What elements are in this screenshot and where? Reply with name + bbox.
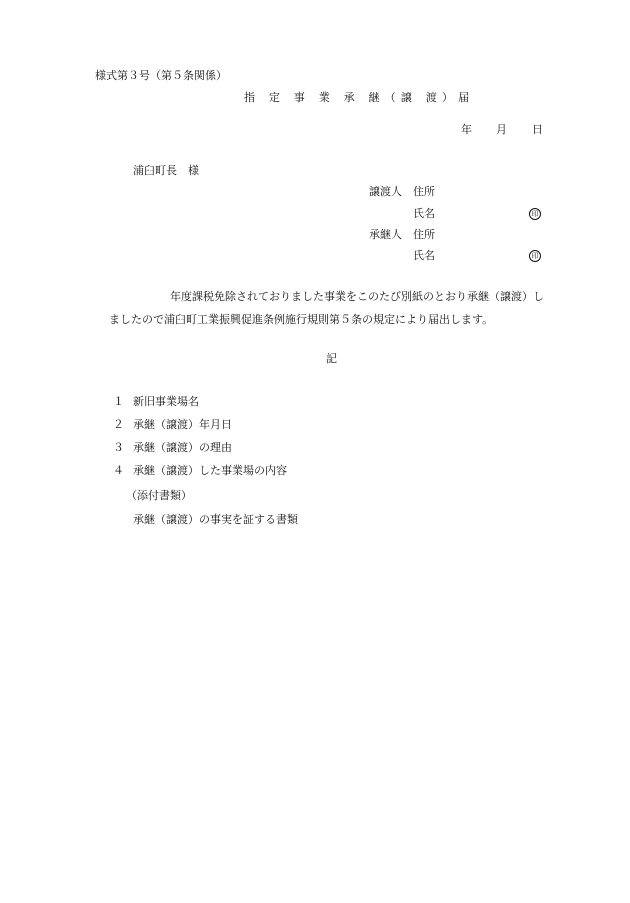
successor-seal-mark: 印: [529, 250, 541, 262]
date-day-label: 日: [532, 123, 543, 136]
transferor-role-label: 譲渡人: [369, 185, 402, 198]
successor-role-label: 承継人: [369, 228, 402, 241]
successor-name-label: 氏名: [413, 249, 435, 262]
ki-heading: 記: [326, 352, 337, 365]
addressee: 浦臼町長 様: [133, 164, 199, 177]
document-title: 指 定 事 業 承 継（譲 渡）届: [244, 91, 475, 104]
form-number: 様式第３号（第５条関係）: [95, 69, 227, 82]
body-text-line-2: ましたので浦臼町工業振興促進条例施行規則第５条の規定により届出します。: [109, 313, 494, 326]
item-number: ３: [113, 441, 124, 454]
item-number: １: [113, 395, 124, 408]
item-text: 新旧事業場名: [133, 395, 199, 408]
item-text: 承継（譲渡）年月日: [133, 418, 232, 431]
item-number: ２: [113, 418, 124, 431]
transferor-address-label: 住所: [413, 185, 435, 198]
item-text: 承継（譲渡）した事業場の内容: [133, 464, 287, 477]
attachments-label: （添付書類）: [126, 489, 192, 502]
attachment-item: 承継（譲渡）の事実を証する書類: [133, 513, 298, 526]
item-text: 承継（譲渡）の理由: [133, 441, 232, 454]
transferor-name-label: 氏名: [413, 207, 435, 220]
successor-address-label: 住所: [413, 228, 435, 241]
date-year-label: 年: [461, 123, 472, 136]
transferor-seal-mark: 印: [529, 208, 541, 220]
body-text-line-1: 年度課税免除されておりました事業をこのたび別紙のとおり承継（譲渡）し: [170, 290, 544, 303]
date-month-label: 月: [496, 123, 507, 136]
item-number: ４: [113, 464, 124, 477]
